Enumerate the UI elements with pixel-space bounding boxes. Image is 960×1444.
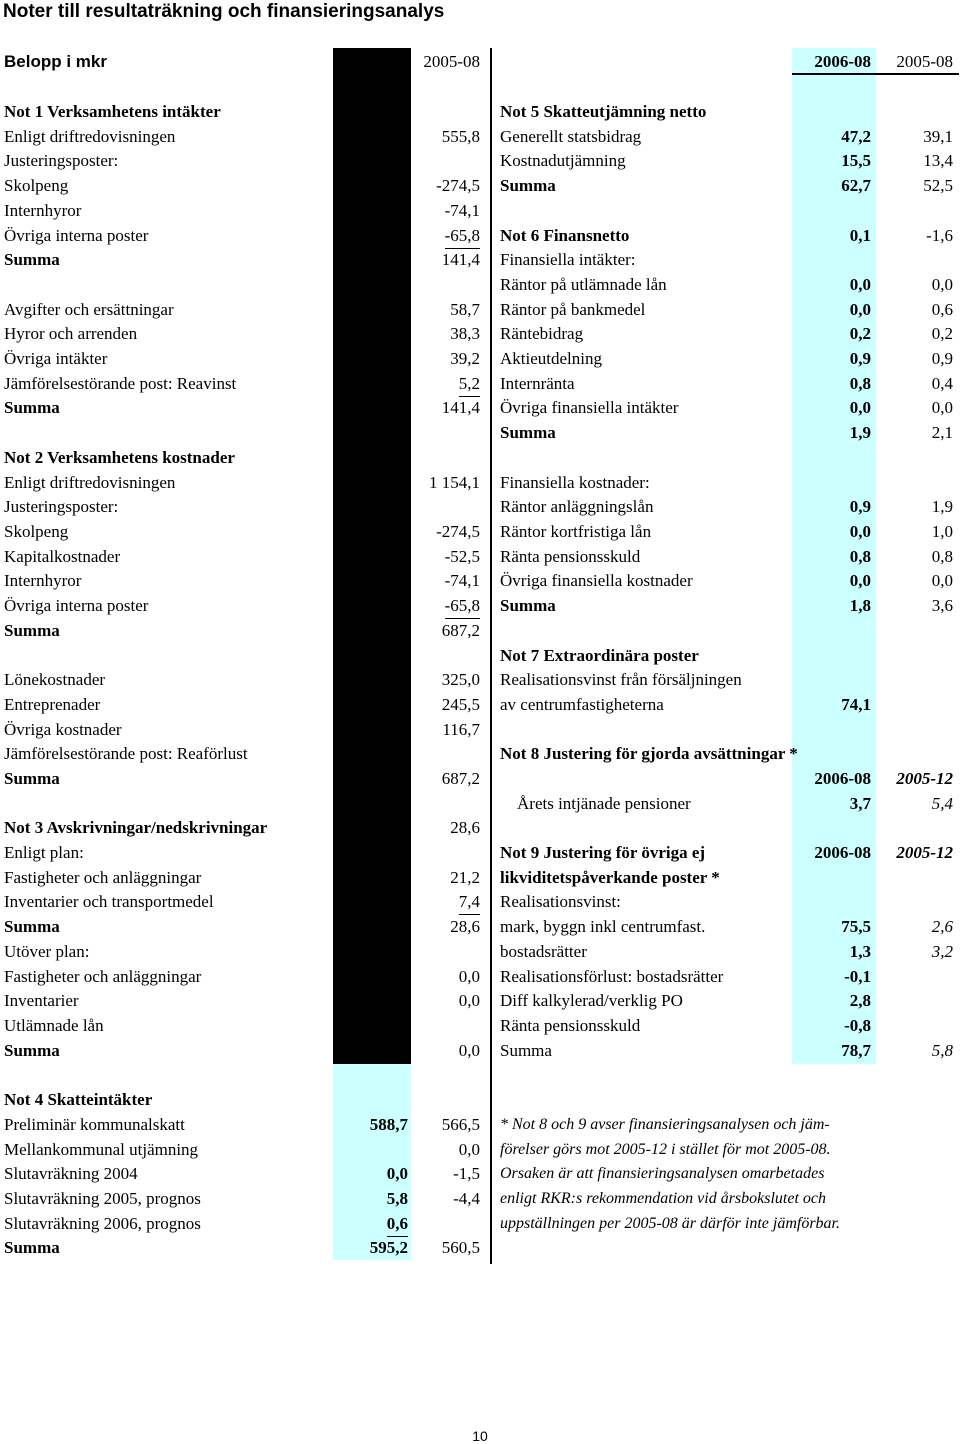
row-value-2005: 1,0 [931,522,953,541]
row-label: Summa [500,423,556,442]
note9-title-2: likviditetspåverkande poster * [500,868,720,887]
row-label: Summa [500,596,556,615]
row-value-2005: 5,4 [931,794,953,813]
row-value: 1 154,1 [429,473,480,492]
note7-title-row [0,644,960,669]
row-value: 325,0 [441,670,480,689]
row-label: Mellankommunal utjämning [4,1140,199,1159]
row-value-2006: 0,8 [849,547,871,566]
table-row [0,594,960,619]
row-label: av centrumfastigheterna [500,695,664,714]
note2-title: Not 2 Verksamhetens kostnader [4,448,235,467]
row-value-2006: 15,5 [841,151,871,170]
row-value-2005: 1,9 [931,497,953,516]
belopp-label: Belopp i mkr [4,52,107,71]
note3-title-row [0,816,960,841]
table-row [0,915,960,940]
row-value-2005: 2,6 [931,917,953,936]
row-label: Övriga intäkter [4,349,108,368]
note1-title: Not 1 Verksamhetens intäkter [4,102,221,121]
row-label: Skolpeng [4,176,69,195]
row-value-2005: 0,8 [931,547,953,566]
row-value-2005: 0,0 [931,571,953,590]
footnote-line [0,1212,960,1237]
row-value-2005: 566,5 [441,1115,480,1134]
table-row [0,322,960,347]
row-value: 687,2 [441,769,480,788]
footnote-text: enligt RKR:s rekommendation vid årsbokslutet och [500,1190,827,1207]
row-label: Ränta pensionsskuld [500,547,641,566]
row-value: 141,4 [441,398,480,417]
note9-title-row [0,841,960,866]
table-row [0,1039,960,1064]
row-value-2006: 0,0 [849,275,871,294]
footnote-text: uppställningen per 2005-08 är därför inte jämförbar. [500,1215,841,1232]
table-row [0,520,960,545]
note8-col2: 2005-12 [896,769,953,788]
row-value-2005: 0,6 [931,300,953,319]
row-value-2005: 3,6 [931,596,953,615]
table-row [0,421,960,446]
row-label: Internhyror [4,201,82,220]
row-value: -274,5 [436,176,480,195]
row-value-2006: 47,2 [841,127,871,146]
row-value-2005: 39,1 [923,127,953,146]
row-value-2005: 0,2 [931,324,953,343]
row-value-2005: -4,4 [453,1189,480,1208]
row-value-2006: 0,2 [849,324,871,343]
note8-col-header-row [0,767,960,792]
row-label: Realisationsförlust: bostadsrätter [500,967,724,986]
row-label: Preliminär kommunalskatt [4,1115,185,1134]
row-value-2005: -1,5 [453,1164,480,1183]
row-value-2005: 3,2 [931,942,953,961]
footnote-text: Orsaken är att finansieringsanalysen omarbetades [500,1165,825,1182]
table-row [0,273,960,298]
note3-title: Not 3 Avskrivningar/nedskrivningar [4,818,268,837]
row-label: Jämförelsestörande post: Reaförlust [4,744,248,763]
row-value-2006: 0,8 [849,374,871,393]
row-value-2006: 0,0 [849,571,871,590]
row-label: Realisationsvinst från försäljningen [500,670,742,689]
footnote-line [0,1138,960,1163]
table-row [0,347,960,372]
row-value-2006: 0,9 [849,349,871,368]
row-label: Summa [4,621,60,640]
row-label: Entreprenader [4,695,101,714]
row-value-2006: 78,7 [841,1041,871,1060]
row-label: Summa [4,250,60,269]
row-value: 141,4 [441,250,480,269]
row-value: 687,2 [441,621,480,640]
table-row [0,989,960,1014]
row-label: Summa [4,1041,60,1060]
row-label: Summa [500,176,556,195]
row-label: Räntor på utlämnade lån [500,275,667,294]
row-value-2006: 595,2 [369,1238,408,1257]
table-row [0,199,960,224]
note6-title-row [0,224,960,249]
row-label: Generellt statsbidrag [500,127,642,146]
row-value: 28,6 [450,917,480,936]
table-row [0,965,960,990]
row-value: 38,3 [450,324,480,343]
row-label: Summa [4,917,60,936]
note7-title: Not 7 Extraordinära poster [500,646,699,665]
footnote-text: * Not 8 och 9 avser finansieringsanalysen och jäm- [500,1116,830,1133]
row-label: Räntor kortfristiga lån [500,522,652,541]
table-row [0,890,960,915]
row-value-2006: 0,0 [386,1164,408,1183]
page-number: 10 [472,1428,488,1444]
row-label: Ränta pensionsskuld [500,1016,641,1035]
table-row [0,940,960,965]
footnote-line [0,1162,960,1187]
row-label: Övriga finansiella intäkter [500,398,679,417]
note2-title-row [0,446,960,471]
row-value: -274,5 [436,522,480,541]
row-value-2005: 2,1 [931,423,953,442]
note5-title-row [0,100,960,125]
row-label: Fastigheter och anläggningar [4,967,202,986]
row-value-2006: 3,7 [849,794,871,813]
row-value-2005: 0,0 [458,1140,480,1159]
row-value: 0,0 [458,967,480,986]
row-value-2005: 0,0 [931,398,953,417]
note9-title-row-2 [0,866,960,891]
row-label: Summa [4,398,60,417]
row-label: Inventarier och transportmedel [4,892,214,911]
note4-title-row [0,1088,960,1113]
row-value-2006: -0,1 [844,967,871,986]
note8-title-row [0,742,960,767]
row-value-2005: 560,5 [441,1238,480,1257]
right-year-bold-label: 2006-08 [814,52,871,71]
row-label: Avgifter och ersättningar [4,300,174,319]
row-label: Summa [4,1238,60,1257]
row-label: Justeringsposter: [4,151,119,170]
table-row [0,693,960,718]
table-row [0,471,960,496]
row-value-2006: 75,5 [841,917,871,936]
row-value-2006: 0,0 [849,398,871,417]
table-row [0,248,960,273]
row-label: Slutavräkning 2004 [4,1164,138,1183]
row-value-2005: 0,4 [931,374,953,393]
row-label: bostadsrätter [500,942,587,961]
row-label: Övriga kostnader [4,720,122,739]
row-label: Realisationsvinst: [500,892,621,911]
row-label: Skolpeng [4,522,69,541]
row-value-2005: 13,4 [923,151,953,170]
footnote-line [0,1187,960,1212]
row-value-2005: 0,9 [931,349,953,368]
row-value: -74,1 [444,201,480,220]
row-value-2006: 588,7 [369,1115,408,1134]
table-row [0,1236,960,1261]
row-value: 245,5 [441,695,480,714]
row-label: Övriga interna poster [4,596,149,615]
table-row [0,545,960,570]
row-value-2006: 0,0 [849,522,871,541]
note6-title-value-2005: -1,6 [926,226,953,245]
row-label: Internränta [500,374,575,393]
row-value: 116,7 [442,720,480,739]
row-value-2006: 0,0 [849,300,871,319]
row-value: 21,2 [450,868,480,887]
row-label: Räntor anläggningslån [500,497,654,516]
row-value-2006: 74,1 [841,695,871,714]
row-value: 39,2 [450,349,480,368]
row-label: Övriga finansiella kostnader [500,571,693,590]
row-label: Utöver plan: [4,942,90,961]
row-label: Räntebidrag [500,324,584,343]
table-row [0,792,960,817]
row-label: Kapitalkostnader [4,547,121,566]
left-year-label: 2005-08 [423,52,480,71]
row-label: Aktieutdelning [500,349,602,368]
footnote-line [0,1113,960,1138]
row-label: Inventarier [4,991,79,1010]
row-label: Enligt driftredovisningen [4,127,176,146]
row-label: Årets intjänade pensioner [517,794,691,813]
note9-title-1: Not 9 Justering för övriga ej [500,843,706,862]
row-label: Diff kalkylerad/verklig PO [500,991,683,1010]
row-label: Fastigheter och anläggningar [4,868,202,887]
row-value: -52,5 [444,547,480,566]
row-label: Övriga interna poster [4,226,149,245]
row-value-2006: 5,8 [386,1189,408,1208]
row-value-2006: 62,7 [841,176,871,195]
row-value: 0,0 [458,991,480,1010]
table-row [0,569,960,594]
note6-title: Not 6 Finansnetto [500,226,630,245]
note6-title-value-2006: 0,1 [849,226,871,245]
row-value: 58,7 [450,300,480,319]
table-row [0,619,960,644]
note8-title: Not 8 Justering för gjorda avsättningar * [500,744,798,763]
row-label: Justeringsposter: [4,497,119,516]
row-label: Enligt driftredovisningen [4,473,176,492]
row-value-2005: 5,8 [931,1041,953,1060]
row-value-2006: -0,8 [844,1016,871,1035]
table-row [0,298,960,323]
row-label: Slutavräkning 2006, prognos [4,1214,201,1233]
row-label: Enligt plan: [4,843,84,862]
row-value-2005: 0,0 [931,275,953,294]
note9-col2: 2005-12 [896,843,953,862]
note3-title-value: 28,6 [450,818,480,837]
table-row [0,396,960,421]
row-value: 5,2 [459,372,480,397]
row-value-2006: 2,8 [849,991,871,1010]
row-value-2006: 1,3 [849,942,871,961]
table-row [0,174,960,199]
row-label: Jämförelsestörande post: Reavinst [4,374,237,393]
income-header: Finansiella intäkter: [500,250,636,269]
row-value: -65,8 [445,594,480,619]
table-row [0,668,960,693]
note9-col1: 2006-08 [814,843,871,862]
note5-title: Not 5 Skatteutjämning netto [500,102,707,121]
note4-title: Not 4 Skatteintäkter [4,1090,153,1109]
row-label: Räntor på bankmedel [500,300,646,319]
row-value-2006: 1,8 [849,596,871,615]
note8-col1: 2006-08 [814,769,871,788]
page-title: Noter till resultaträkning och finansieringsanalys [3,1,445,22]
row-label: Summa [500,1041,552,1060]
right-year-label: 2005-08 [896,52,953,71]
cost-header: Finansiella kostnader: [500,473,650,492]
row-value-2006: 1,9 [849,423,871,442]
row-value: -74,1 [444,571,480,590]
row-value-2005: 52,5 [923,176,953,195]
row-label: Slutavräkning 2005, prognos [4,1189,201,1208]
table-row [0,718,960,743]
row-label: Kostnadutjämning [500,151,626,170]
table-row [0,125,960,150]
row-label: Lönekostnader [4,670,106,689]
column-header-row [0,50,960,75]
row-label: mark, byggn inkl centrumfast. [500,917,706,936]
row-label: Internhyror [4,571,82,590]
row-label: Utlämnade lån [4,1016,104,1035]
table-row [0,1014,960,1039]
row-label: Summa [4,769,60,788]
row-value: -65,8 [445,224,480,249]
row-label: Hyror och arrenden [4,324,138,343]
row-value-2006: 0,6 [387,1212,408,1237]
row-value: 7,4 [459,890,480,915]
row-value: 555,8 [441,127,480,146]
footnote-text: förelser görs mot 2005-12 i stället för mot 2005-08. [500,1141,831,1158]
table-row [0,372,960,397]
row-value: 0,0 [458,1041,480,1060]
row-value-2006: 0,9 [849,497,871,516]
table-row [0,149,960,174]
table-row [0,495,960,520]
